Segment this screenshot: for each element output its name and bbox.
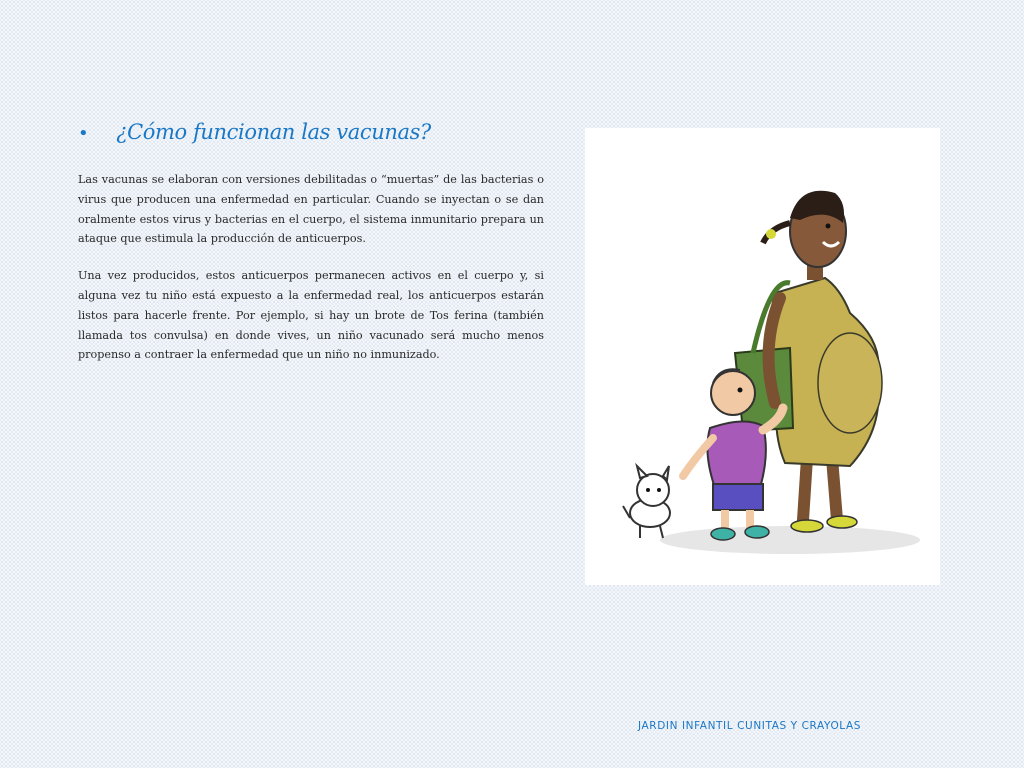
slide-heading xyxy=(78,120,558,144)
paragraph-2: Una vez producidos, estos anticuerpos permanecen activos en el cuerpo y, si alguna vez tu niño está expuesto a la enfermedad real, los anticuerpos estarán listos para hacerle frente. Por ejemplo, si hay un brote de Tos ferina (también llamada tos convulsa) en donde vives, un niño vacunado será mucho menos propenso a contraer la enfermedad que un niño no inmunizado. xyxy=(78,269,544,362)
heading-text: ¿Cómo funcionan las vacunas? xyxy=(116,120,431,144)
body-text xyxy=(78,170,544,382)
footer-text: JARDIN INFANTIL CUNITAS Y CRAYOLAS xyxy=(638,720,862,732)
mother-child-dog-illustration xyxy=(585,128,940,585)
paragraph-1: Las vacunas se elaboran con versiones debilitadas o “muertas” de las bacterias o virus que producen una enfermedad en particular. Cuando se inyectan o se dan oralmente estos virus y bacterias en el cuerpo, el sistema inmunitario prepara un ataque que estimula la producción de anticuerpos. xyxy=(78,173,544,246)
bullet-icon: • xyxy=(78,123,89,144)
